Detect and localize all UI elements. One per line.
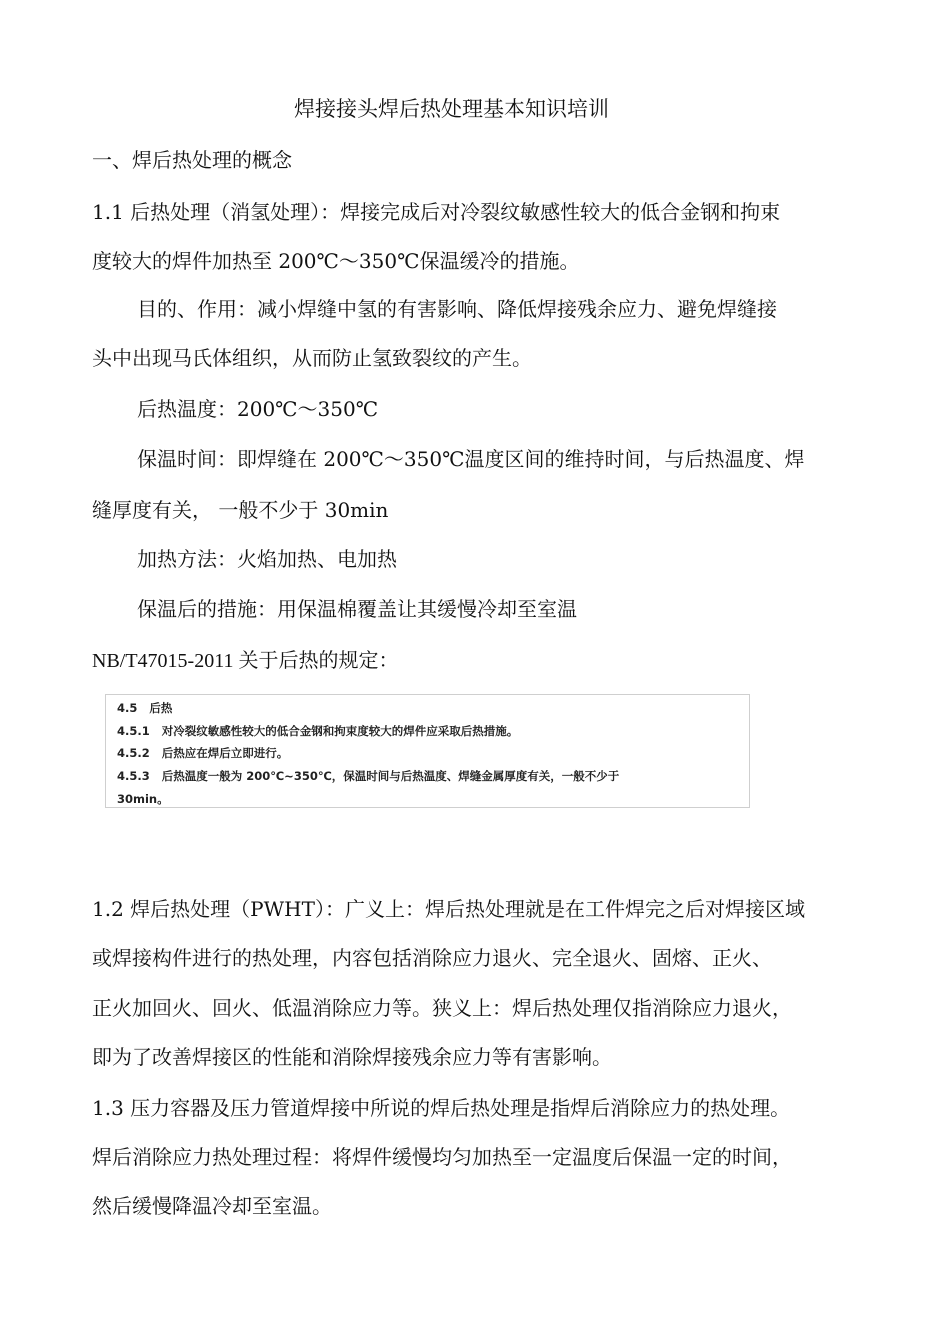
clause-text: 后热应在焊后立即进行。 [161,746,289,760]
excerpt-clause-continuation: 30min。 [117,792,169,806]
paragraph-line: 正火加回火、回火、低温消除应力等。狭义上：焊后热处理仅指消除应力退火， [92,996,792,1020]
paragraph-line: 后热温度：200℃～350℃ [137,397,379,421]
clause-text: 对冷裂纹敏感性较大的低合金钢和拘束度较大的焊件应采取后热措施。 [161,724,519,738]
standard-intro: NB/T47015-2011 关于后热的规定： [92,650,399,672]
paragraph-line: 保温后的措施：用保温棉覆盖让其缓慢冷却至室温 [137,597,577,621]
paragraph-line: 缝厚度有关， 一般不少于 30min [92,498,389,522]
clause-number: 4.5.2 [117,746,150,760]
paragraph-line: 度较大的焊件加热至 200℃～350℃保温缓冷的措施。 [92,249,580,273]
excerpt-clause [117,745,288,761]
standard-excerpt-box [105,694,750,808]
clause-number: 4.5.3 [117,769,150,783]
paragraph-line: 加热方法：火焰加热、电加热 [137,547,397,571]
excerpt-clause [117,768,619,784]
paragraph-line: 1.3 压力容器及压力管道焊接中所说的焊后热处理是指焊后消除应力的热处理。 [92,1096,791,1120]
paragraph-line: 然后缓慢降温冷却至室温。 [92,1194,332,1218]
clause-text: 后热温度一般为 200℃~350℃，保温时间与后热温度、焊缝金属厚度有关，一般不少于 [161,769,620,783]
paragraph-line: 或焊接构件进行的热处理，内容包括消除应力退火、完全退火、固熔、正火、 [92,946,772,970]
document-title: 焊接接头焊后热处理基本知识培训 [294,97,609,121]
section-heading: 一、焊后热处理的概念 [92,148,292,172]
clause-number: 4.5.1 [117,724,150,738]
excerpt-clause [117,723,518,739]
paragraph-line: 保温时间：即焊缝在 200℃～350℃温度区间的维持时间，与后热温度、焊 [137,447,805,471]
excerpt-heading [117,700,172,716]
paragraph-line: 目的、作用：减小焊缝中氢的有害影响、降低焊接残余应力、避免焊缝接 [137,297,777,321]
clause-text: 后热 [149,701,173,715]
paragraph-line: 焊后消除应力热处理过程：将焊件缓慢均匀加热至一定温度后保温一定的时间， [92,1145,792,1169]
clause-number: 4.5 [117,701,138,715]
paragraph-line: 头中出现马氏体组织，从而防止氢致裂纹的产生。 [92,346,532,370]
paragraph-line: 1.1 后热处理（消氢处理）：焊接完成后对冷裂纹敏感性较大的低合金钢和拘束 [92,200,781,224]
paragraph-line: 1.2 焊后热处理（PWHT）：广义上：焊后热处理就是在工件焊完之后对焊接区域 [92,897,805,921]
paragraph-line: 即为了改善焊接区的性能和消除焊接残余应力等有害影响。 [92,1045,612,1069]
